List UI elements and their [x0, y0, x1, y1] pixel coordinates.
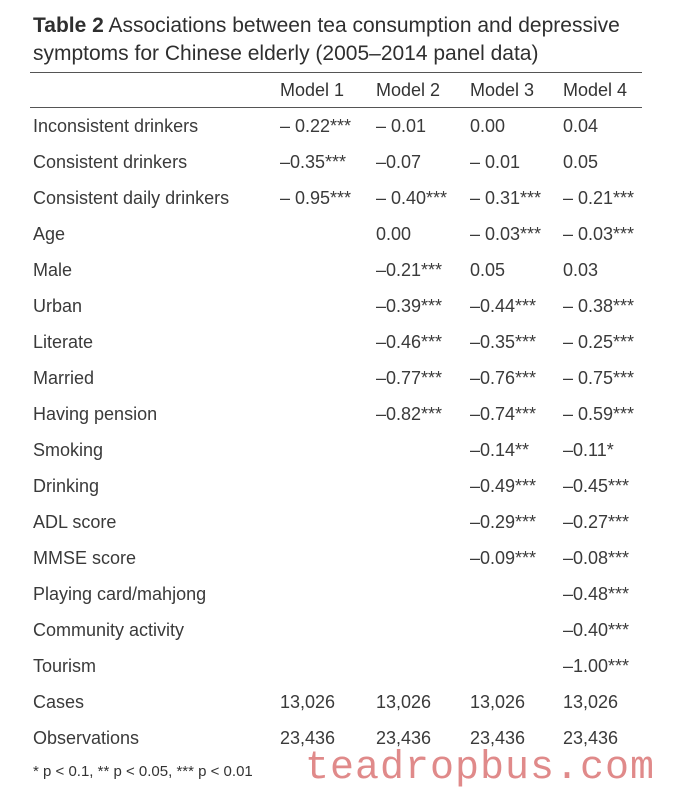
table-caption: [33, 12, 673, 68]
model-4-value: – 0.75***: [563, 368, 635, 388]
model-1-value: –0.35***: [280, 152, 347, 172]
model-4-value: –0.27***: [563, 512, 630, 532]
row-label: ADL score: [33, 512, 117, 532]
model-2-value: 23,436: [376, 728, 432, 748]
model-3-value: –0.44***: [470, 296, 537, 316]
table-header: [0, 76, 696, 104]
row-label: Married: [33, 368, 95, 388]
top-rule: [30, 72, 642, 73]
model-2-value: –0.46***: [376, 332, 443, 352]
header-model-2: Model 2: [376, 80, 441, 100]
table-row: [0, 396, 696, 432]
table-row: [0, 144, 696, 180]
model-2-value: – 0.40***: [376, 188, 448, 208]
model-4-value: 23,436: [563, 728, 619, 748]
table-row: [0, 648, 696, 684]
model-4-value: –0.45***: [563, 476, 630, 496]
header-model-3: Model 3: [470, 80, 535, 100]
model-3-value: –0.76***: [470, 368, 537, 388]
model-4-value: –0.40***: [563, 620, 630, 640]
model-2-value: 13,026: [376, 692, 432, 712]
row-label: Cases: [33, 692, 85, 712]
model-3-value: –0.74***: [470, 404, 537, 424]
row-label: Smoking: [33, 440, 104, 460]
row-label: Observations: [33, 728, 140, 748]
row-label: MMSE score: [33, 548, 137, 568]
model-2-value: 0.00: [376, 224, 412, 244]
model-4-value: 0.05: [563, 152, 599, 172]
significance-footnote: * p < 0.1, ** p < 0.05, *** p < 0.01: [33, 763, 253, 780]
model-3-value: 23,436: [470, 728, 526, 748]
table-row: [0, 432, 696, 468]
model-1-value: 23,436: [280, 728, 336, 748]
model-2-value: –0.07: [376, 152, 422, 172]
row-label: Community activity: [33, 620, 185, 640]
model-4-value: – 0.59***: [563, 404, 635, 424]
model-4-value: –0.08***: [563, 548, 630, 568]
row-label: Tourism: [33, 656, 97, 676]
model-1-value: 13,026: [280, 692, 336, 712]
model-3-value: –0.09***: [470, 548, 537, 568]
model-3-value: 13,026: [470, 692, 526, 712]
model-4-value: – 0.03***: [563, 224, 635, 244]
model-3-value: 0.00: [470, 116, 506, 136]
model-4-value: 13,026: [563, 692, 619, 712]
table-row: [0, 540, 696, 576]
model-3-value: –0.29***: [470, 512, 537, 532]
model-1-value: – 0.95***: [280, 188, 352, 208]
model-4-value: –0.48***: [563, 584, 630, 604]
model-4-value: –1.00***: [563, 656, 630, 676]
row-label: Male: [33, 260, 73, 280]
table-row: [0, 216, 696, 252]
model-4-value: – 0.25***: [563, 332, 635, 352]
table-row: [0, 360, 696, 396]
row-label: Inconsistent drinkers: [33, 116, 199, 136]
model-3-value: –0.49***: [470, 476, 537, 496]
table-row: [0, 504, 696, 540]
table-row: [0, 288, 696, 324]
row-label: Literate: [33, 332, 94, 352]
header-model-1: Model 1: [280, 80, 345, 100]
row-label: Age: [33, 224, 66, 244]
model-3-value: – 0.01: [470, 152, 521, 172]
table-title: Associations between tea consumption and depressive symptoms for Chinese elderly (2005–2014 panel data): [33, 14, 620, 65]
model-4-value: – 0.38***: [563, 296, 635, 316]
model-2-value: – 0.01: [376, 116, 427, 136]
watermark: teadropbus.com: [305, 746, 656, 791]
table-row: [0, 108, 696, 144]
model-2-value: –0.39***: [376, 296, 443, 316]
model-3-value: –0.35***: [470, 332, 537, 352]
model-4-value: 0.04: [563, 116, 599, 136]
table-row: [0, 468, 696, 504]
model-4-value: – 0.21***: [563, 188, 635, 208]
model-3-value: 0.05: [470, 260, 506, 280]
model-4-value: –0.11*: [563, 440, 614, 460]
row-label: Drinking: [33, 476, 100, 496]
table-row: [0, 684, 696, 720]
model-2-value: –0.82***: [376, 404, 443, 424]
model-2-value: –0.77***: [376, 368, 443, 388]
model-3-value: – 0.03***: [470, 224, 542, 244]
row-label: Consistent daily drinkers: [33, 188, 230, 208]
header-model-4: Model 4: [563, 80, 628, 100]
model-3-value: – 0.31***: [470, 188, 542, 208]
model-1-value: – 0.22***: [280, 116, 352, 136]
model-3-value: –0.14**: [470, 440, 530, 460]
table-row: [0, 252, 696, 288]
row-label: Playing card/mahjong: [33, 584, 207, 604]
table-label: Table 2: [33, 14, 104, 37]
row-label: Urban: [33, 296, 83, 316]
row-label: Having pension: [33, 404, 158, 424]
table-row: [0, 180, 696, 216]
table-row: [0, 324, 696, 360]
model-4-value: 0.03: [563, 260, 599, 280]
model-2-value: –0.21***: [376, 260, 443, 280]
table-row: [0, 576, 696, 612]
table-row: [0, 612, 696, 648]
row-label: Consistent drinkers: [33, 152, 188, 172]
